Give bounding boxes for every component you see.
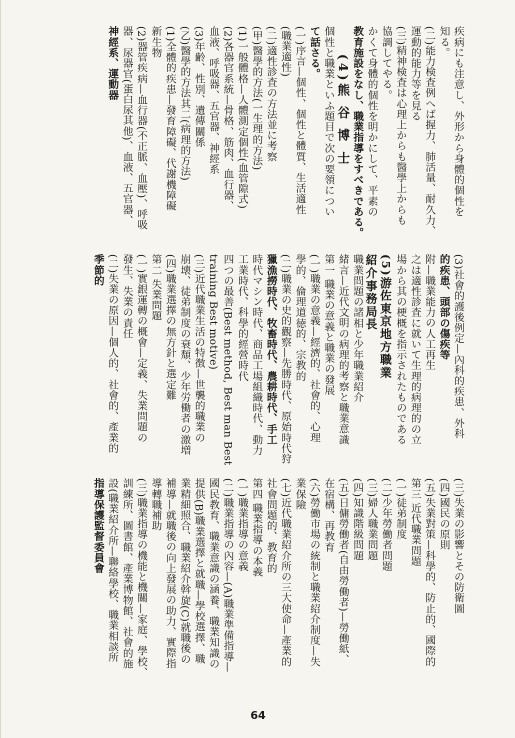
text-line: 設(職業紹介所—聯絡學校、職業相談所 [106, 478, 119, 663]
text-line: (七)近代職業紹介所の三大使命—產業的 [279, 478, 292, 667]
text-line: (二)職業の史的觀察—先勝時代、原始時代狩 [279, 254, 292, 464]
text-line: 疾病にも注意し、外形から身體的個性を [452, 26, 464, 217]
text-line: 教育施設をなし、職業指導をすべきである。 [351, 26, 364, 238]
text-line: 紹介事務局長 [364, 254, 379, 331]
text-line: 運動的能力等を見る [408, 26, 421, 122]
text-line: training Best motive) [207, 254, 220, 370]
text-line: (三)失業の影響とその防衛圖 [452, 478, 464, 614]
text-line: 緒言—近代文明の病理的考察と職業意識 [336, 254, 349, 445]
text-line: (一)實銀運轉の概會—定義、失業問題の [135, 254, 148, 443]
text-line: 第一 職業の意義と職業の發展 [322, 254, 335, 396]
text-band-bottom [67, 478, 465, 684]
text-line: 業精細照合、職業紹介斡旋(C)就職後の [178, 478, 191, 665]
text-line: 四つの最善(Best method, Best man Best [221, 254, 234, 466]
text-line: 發生、失業の責任 [120, 254, 133, 339]
text-line: 第二 失業問題 [149, 254, 162, 322]
text-line: 附—職業能力の人工再生 [423, 254, 436, 371]
text-line: 提供(B)職業選擇と就職—學校選擇、職 [192, 478, 205, 664]
text-line: (甲)醫學的方法(一生理的方法) [250, 26, 263, 171]
text-line: て話さる。 [307, 26, 320, 79]
text-line: (一)職業指導の意義 [235, 478, 248, 572]
text-line: (乙)醫學的方法其二(病理的方法) [178, 26, 191, 181]
text-line: 神經系、運動器 [106, 26, 119, 101]
text-line: かくて身體的個性を明かにして、平素の [365, 26, 378, 217]
text-line: 之は適性診査に就いて生理的病理的の立 [408, 254, 421, 445]
text-line: 國民教育、職業意識の涵養、職業知識の [207, 478, 220, 669]
text-line: 導轉職補助 [149, 478, 162, 531]
text-line: 職業問題の諸相と少年職業紹介 [351, 254, 364, 403]
text-line: 協調してやる。 [379, 26, 392, 101]
text-line: 的疾患、頭部の傷疾等 [437, 254, 450, 360]
text-line: (5)游佐東京地方職業 [378, 254, 393, 380]
text-line: (四)國民の原則 [437, 478, 450, 551]
text-line: (二)少年勞働者問題 [379, 478, 392, 572]
text-line: 新生物 [149, 26, 162, 58]
text-line: 社會問題的、教育的 [264, 478, 277, 574]
text-line: 在宿構、再教育 [322, 478, 335, 553]
text-line: (二)適性診査の方法並に考察 [264, 26, 277, 162]
text-line: 指導保護監督委員會 [91, 478, 104, 574]
text-line: (2)各器官系統—骨格、筋肉、血行器、 [221, 26, 234, 211]
text-line: 知る。 [437, 26, 450, 58]
text-line: 訓練所、圖書館、產業博物館、社會的施 [120, 478, 133, 669]
text-line: (五)失業對策—科學的、防止的、國際的 [423, 478, 436, 667]
text-line: 季節的 [91, 254, 104, 286]
text-line: 第四 職業指導の本義 [250, 478, 263, 577]
text-line: 獵漁撈時代、牧畜時代、農耕時代、手工 [264, 254, 277, 445]
text-line: (二)失業の原因—個人的、社會的、產業的 [106, 254, 119, 454]
text-band-middle [67, 254, 465, 472]
text-line: (四)職業選擇の無方針と選定難 [163, 254, 176, 401]
text-line: 崩壊、徒弟制度の衰頽、少年労働者の激増 [178, 254, 191, 456]
vertical-text-area [67, 26, 465, 686]
text-line: 器、尿器官(蛋白尿其他)、血液、五官器、 [120, 26, 133, 226]
text-line: (一)徒弟制度 [394, 478, 407, 540]
text-line: (職業適性) [279, 26, 292, 77]
text-line: (一)職業の意義—經濟的、社會的、心理 [307, 254, 320, 443]
text-line: (三)婦人職業問題 [365, 478, 378, 561]
text-line: (五)日傭勞働者(自由勞働者)—勞働紙、 [336, 478, 349, 665]
text-line: (三)職業指導の機能と機關—家庭、學校、 [135, 478, 148, 678]
text-line: 時代マシン時代、商品工場組織時代、動力 [250, 254, 263, 456]
text-line: 個性と職業といふ題目で次の要領につい [322, 26, 335, 217]
text-line: (四)知識階級問題 [351, 478, 364, 561]
text-line: (1)全體的疾患—發育障礙、代謝機障礙 [163, 26, 176, 211]
text-line: (1)一般體格—人體測定個性(血管隙式) [235, 26, 248, 209]
page-number: 64 [250, 709, 266, 722]
text-line: (4)熊 谷 博 士 [335, 54, 351, 167]
text-line: (2)器管疾病—血行器(不正脈、血壓)、呼吸 [135, 26, 148, 231]
text-line: (二)能力検査例へば握力、肺活量、耐久力、 [423, 26, 436, 236]
text-line: 血液、呼吸器、五官器、神經系 [207, 26, 220, 175]
text-line: (三)精神検査は心理上からも醫學上からも [394, 26, 407, 226]
text-line: (3)社會的護後例定—內科的疾患、外科 [452, 254, 464, 439]
text-line: (一)序言—個性、個性と體質、生活適性 [293, 26, 306, 215]
text-line: (二)職業指導の內容—(A)職業準備指導— [221, 478, 234, 673]
text-line: 工業時代、科學的經營時代 [235, 254, 248, 382]
text-band-top [67, 26, 465, 248]
text-line: 補導—就職後の向上發展の助力、實際指 [163, 478, 176, 669]
text-line: (六)勞働市場の統制と職業紹介制度—失 [307, 478, 320, 667]
text-line: (3)年齢、性別、遺傳關係 [192, 26, 205, 148]
text-line: 第三 近代職業問題 [408, 478, 421, 567]
text-line: 業保險 [293, 478, 306, 510]
text-line: (三)近代職業生活の特徴—世襲的職業の [192, 254, 205, 443]
text-line: 學的、倫理道徳的、宗教的 [293, 254, 306, 382]
text-line: 場から其の梗概を指示されたものである [394, 254, 407, 445]
